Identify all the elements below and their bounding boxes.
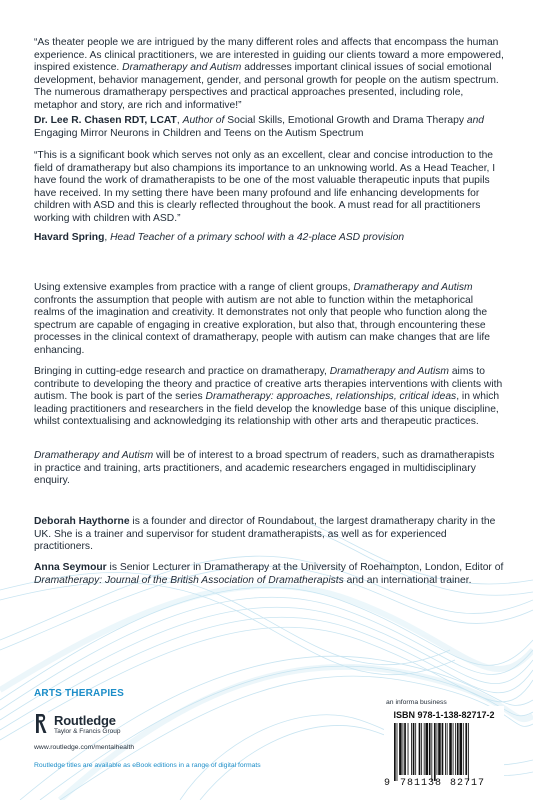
series-label: ARTS THERAPIES [34, 688, 125, 699]
description-3-text: will be of interest to a broad spectrum of readers, such as dramatherapists in practice and training, arts practitioners, and academic researchers engaged in multidisciplinary enquiry. [34, 450, 495, 487]
review-quote-2-attribution [34, 232, 504, 245]
description-paragraph-1 [34, 282, 504, 358]
author-1-name: Deborah Haythorne [34, 516, 130, 527]
ebook-note: Routledge titles are available as eBook editions in a range of digital formats [34, 762, 261, 769]
description-2-text-mid: aims to contribute to developing the theory and practice of creative arts therapies interventions with clients with autism. The book is part of the series [34, 366, 503, 403]
description-2-text-end: , in which leading practitioners and researchers in the field develop the knowledge base of this unique discipline, whilst contextualising and acknowledging its relationship with other arts and therapeutic practices. [34, 391, 500, 428]
description-2-text: Bringing in cutting-edge research and practice on dramatherapy, [34, 366, 330, 377]
author-2-name: Anna Seymour [34, 562, 107, 573]
review-quote-1 [34, 37, 504, 113]
quote-1-book-2: Engaging Mirror Neurons in Children and Teens on the Autism Spectrum [34, 127, 364, 139]
barcode-digits [384, 778, 504, 791]
quote-2-author: Havard Spring [34, 232, 105, 243]
description-1-text-end: confronts the assumption that people with autism are not able to function within the metaphorical realms of the imagination and creativity. It demonstrates not only that people who function along the spectrum are capable of engaging in creative exploration, but also that, through encountering these processes in the clinical context of dramatherapy, people with autism can make changes that are life enhancing. [34, 294, 490, 356]
quote-2-text: “This is a significant book which serves not only as an excellent, clear and concise introduction to the field of dramatherapy but also champions its importance to an unknowing world. As a Head Teacher, I have found the work of dramatherapists to be one of the most valuable therapeutic inputs that pupils have received. In my setting there have been many profound and life enhancing developments for children with ASD and this is clearly reflected throughout the book. A must read for all practitioners working with children with ASD.” [34, 150, 496, 224]
quote-1-author-of: Author of [182, 115, 225, 126]
description-paragraph-3 [34, 450, 504, 488]
author-bio-2 [34, 562, 504, 587]
description-3-book-title: Dramatherapy and Autism [34, 450, 154, 461]
quote-2-separator: , [104, 232, 111, 243]
barcode-digit-first: 9 [384, 778, 391, 789]
isbn-barcode-box [384, 706, 504, 791]
barcode-digits-group-2: 82717 [450, 778, 486, 789]
author-1-bio: is a founder and director of Roundabout, the largest dramatherapy charity in the UK. She is a trainer and supervisor for student dramatherapists, as well as for experienced practitioners. [34, 516, 496, 553]
barcode-digits-group-1: 781138 [400, 778, 443, 789]
quote-1-and: and [463, 115, 485, 126]
review-quote-1-attribution [34, 115, 504, 140]
barcode-icon [390, 723, 498, 781]
quote-1-text-end: addresses important clinical issues of social emotional development, behavior management, gender, and personal growth for people on the autism spectrum. The numerous dramatherapy perspectives and practical approaches presented, including role, metaphor and story, are rich and informative!” [34, 62, 499, 111]
description-1-book-title: Dramatherapy and Autism [353, 282, 473, 293]
quote-1-author: Dr. Lee R. Chasen RDT, LCAT [34, 115, 177, 126]
author-2-journal-title: Dramatherapy: Journal of the British Association of Dramatherapists [34, 574, 344, 586]
routledge-r-icon [34, 712, 48, 736]
routledge-logo [34, 712, 154, 738]
quote-1-book-1: Social Skills, Emotional Growth and Drama Therapy [224, 115, 464, 126]
author-bio-1 [34, 516, 504, 554]
publisher-group: Taylor & Francis Group [54, 728, 121, 735]
quote-1-separator: , [176, 115, 183, 126]
quote-1-book-title: Dramatherapy and Autism [122, 62, 242, 74]
publisher-name: Routledge [54, 713, 116, 728]
quote-2-author-role: Head Teacher of a primary school with a 42-place ASD provision [110, 232, 405, 243]
description-2-series-title: Dramatherapy: approaches, relationships, critical ideas [205, 391, 457, 403]
isbn-number: ISBN 978-1-138-82717-2 [393, 710, 495, 720]
publisher-url: www.routledge.com/mentalhealth [34, 744, 135, 751]
quote-1-text: “As theater people we are intrigued by the many different roles and affects that encompass the human experience. As clinical practitioners, we are interested in guiding our clients toward a more empowered, inspired existence. [34, 37, 504, 74]
description-1-text: Using extensive examples from practice with a range of client groups, [34, 282, 354, 293]
description-2-book-title: Dramatherapy and Autism [329, 366, 449, 377]
review-quote-2 [34, 150, 504, 226]
author-2-bio-end: and an international trainer. [343, 574, 472, 586]
author-2-bio: is Senior Lecturer in Dramatherapy at the University of Roehampton, London, Editor of [106, 562, 504, 573]
informa-business-label: an informa business [386, 699, 447, 706]
description-paragraph-2 [34, 366, 504, 429]
